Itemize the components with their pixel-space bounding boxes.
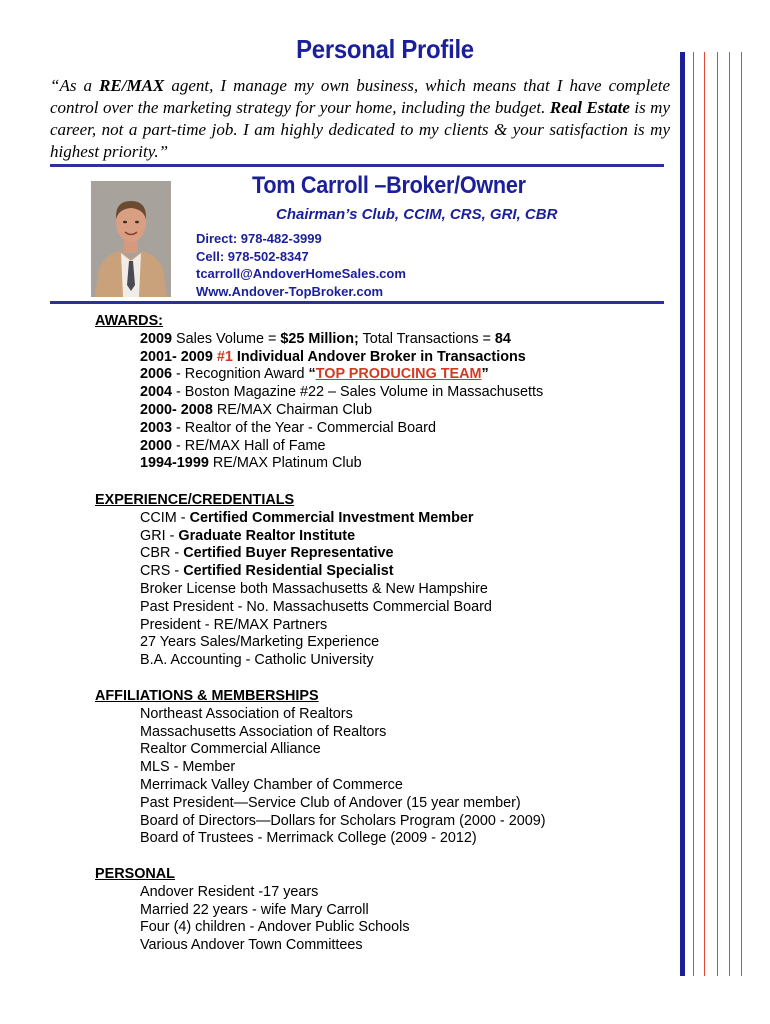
affiliations-list: [95, 706, 546, 848]
quote-real-estate: Real Estate: [549, 98, 630, 117]
quote-text: agent, I manage my own business, which means that I have complete control over the marketing strategy for your home, including the budget.: [50, 76, 670, 117]
award-text: - Recognition Award: [172, 366, 309, 383]
award-year: 2000- 2008: [140, 401, 213, 418]
award-text: - Realtor of the Year - Commercial Board: [172, 419, 436, 436]
website-link[interactable]: Www.Andover-TopBroker.com: [196, 283, 384, 299]
list-item: Past President - No. Massachusetts Commercial Board: [140, 598, 492, 615]
experience-section: [95, 492, 492, 670]
portrait-image: [91, 181, 171, 297]
credential-abbr: GRI: [140, 527, 166, 544]
list-item: Broker License both Massachusetts & New Hampshire: [140, 580, 488, 597]
margin-stripe-red: [717, 52, 718, 976]
list-item: [140, 331, 543, 349]
list-item: [140, 528, 492, 546]
divider: [50, 301, 664, 304]
quote-text: is my career, not a part-time job. I am highly dedicated to my clients & your satisfaction is my highest priority.”: [50, 98, 670, 161]
direct-phone: Direct: 978-482-3999: [196, 231, 322, 246]
separator: -: [170, 563, 184, 580]
margin-stripe-red: [693, 52, 694, 976]
list-item: 27 Years Sales/Marketing Experience: [140, 634, 380, 651]
margin-stripes: [680, 52, 770, 976]
credential-full: Graduate Realtor Institute: [178, 527, 356, 544]
list-item: Merrimack Valley Chamber of Commerce: [140, 776, 403, 793]
page-title: Personal Profile: [296, 34, 474, 64]
separator: -: [165, 527, 179, 544]
margin-stripe-red: [741, 52, 742, 976]
list-item: Four (4) children - Andover Public Schools: [140, 919, 410, 936]
personal-list: [95, 884, 410, 955]
credential-full: Certified Residential Specialist: [183, 563, 394, 580]
list-item: Board of Trustees - Merrimack College (2009 - 2012): [140, 830, 477, 847]
quote-remax: RE/MAX: [99, 76, 165, 95]
list-item: [140, 455, 543, 473]
award-year: 2001- 2009: [140, 348, 217, 365]
award-text: Individual Andover Broker in Transactions: [232, 348, 526, 365]
contact-block: [196, 230, 406, 300]
award-text: - Boston Magazine #22 – Sales Volume in Massachusetts: [172, 384, 544, 401]
section-heading: AFFILIATIONS & MEMBERSHIPS: [95, 688, 319, 704]
award-text: RE/MAX Platinum Club: [208, 455, 362, 472]
list-item: [140, 510, 492, 528]
section-heading: PERSONAL: [95, 866, 175, 882]
affiliations-section: [95, 688, 546, 848]
award-value: 84: [494, 330, 511, 347]
experience-list: [95, 510, 492, 670]
cell-phone: Cell: 978-502-8347: [196, 248, 309, 264]
award-year: 1994-1999: [140, 455, 209, 472]
quote-text: “As a: [50, 76, 100, 95]
award-team-name: TOP PRODUCING TEAM: [315, 366, 482, 383]
credential-abbr: CBR: [140, 545, 171, 562]
list-item: [140, 366, 543, 384]
margin-stripe-blue: [680, 52, 685, 976]
separator: -: [170, 545, 184, 562]
divider: [50, 164, 664, 167]
credential-abbr: CCIM: [140, 509, 177, 526]
margin-stripe-red: [704, 52, 705, 976]
agent-credentials: Chairman’s Club, CCIM, CRS, GRI, CBR: [276, 206, 558, 223]
section-heading: EXPERIENCE/CREDENTIALS: [95, 492, 295, 508]
list-item: [140, 563, 492, 581]
award-text: Total Transactions =: [358, 330, 495, 347]
list-item: [140, 545, 492, 563]
award-year: 2009: [140, 330, 173, 347]
list-item: MLS - Member: [140, 759, 236, 776]
list-item: Northeast Association of Realtors: [140, 705, 353, 722]
award-year: 2006: [140, 366, 173, 383]
list-item: [140, 402, 543, 420]
award-value: $25 Million;: [280, 330, 359, 347]
list-item: [140, 420, 543, 438]
credential-full: Certified Commercial Investment Member: [189, 509, 474, 526]
section-heading: AWARDS:: [95, 313, 163, 329]
list-item: Realtor Commercial Alliance: [140, 741, 321, 758]
list-item: B.A. Accounting - Catholic University: [140, 652, 374, 669]
list-item: Various Andover Town Committees: [140, 937, 363, 954]
list-item: Board of Directors—Dollars for Scholars Program (2000 - 2009): [140, 812, 546, 829]
award-year: 2004: [140, 384, 173, 401]
award-text: Sales Volume =: [172, 330, 281, 347]
list-item: Past President—Service Club of Andover (15 year member): [140, 794, 521, 811]
list-item: Andover Resident -17 years: [140, 883, 319, 900]
credential-full: Certified Buyer Representative: [183, 545, 394, 562]
intro-quote: [50, 75, 670, 163]
award-text: - RE/MAX Hall of Fame: [172, 437, 326, 454]
list-item: [140, 384, 543, 402]
award-year: 2003: [140, 419, 173, 436]
awards-list: [95, 331, 543, 473]
award-quote-mark: ”: [481, 366, 489, 383]
agent-name: Tom Carroll –Broker/Owner: [252, 172, 526, 199]
separator: -: [176, 509, 190, 526]
list-item: [140, 438, 543, 456]
email-link[interactable]: tcarroll@AndoverHomeSales.com: [196, 266, 406, 281]
list-item: President - RE/MAX Partners: [140, 616, 328, 633]
margin-stripe-red: [729, 52, 730, 976]
award-quote-mark: “: [308, 366, 316, 383]
list-item: Massachusetts Association of Realtors: [140, 723, 387, 740]
award-year: 2000: [140, 437, 173, 454]
award-text: RE/MAX Chairman Club: [212, 401, 372, 418]
list-item: Married 22 years - wife Mary Carroll: [140, 901, 369, 918]
agent-photo: [91, 181, 171, 297]
awards-section: [95, 313, 543, 473]
list-item: [140, 349, 543, 367]
award-rank: #1: [216, 348, 233, 365]
personal-section: [95, 866, 410, 955]
credential-abbr: CRS: [140, 563, 171, 580]
